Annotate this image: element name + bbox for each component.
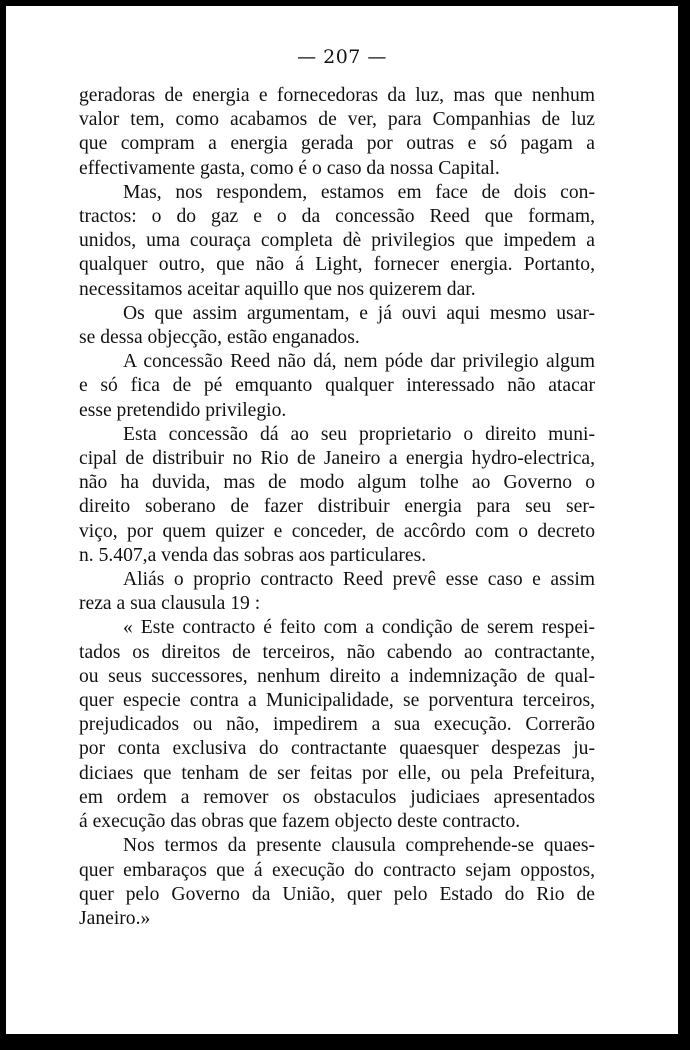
paragraph [79, 181, 595, 302]
text-line: qualquer outro, que não á Light, fornecer energia. Portanto, [79, 254, 595, 276]
text-line: diciaes que tenham de ser feitas por elle, ou pela Prefeitura, [79, 762, 595, 784]
text-line: necessitamos aceitar aquillo que nos quizerem dar. [79, 278, 476, 300]
text-line: quer embaraços que á execução do contracto sejam oppostos, [79, 859, 595, 881]
text-line: Os que assim argumentam, e já ouvi aqui mesmo usar- [123, 302, 595, 324]
text-line: A concessão Reed não dá, nem póde dar privilegio algum [123, 351, 595, 373]
paragraph [79, 302, 595, 350]
body-text [79, 84, 595, 931]
text-line: que compram a energia gerada por outras e só pagam a [79, 133, 595, 155]
paragraph [79, 834, 595, 931]
book-page [6, 6, 678, 1034]
text-line: valor tem, como acabamos de ver, para Companhias de luz [79, 109, 595, 131]
text-line: reza a sua clausula 19 : [79, 593, 261, 615]
page-number: — 207 — [297, 46, 387, 68]
text-line: e só fica de pé emquanto qualquer interessado não atacar [79, 375, 595, 397]
text-line: Mas, nos respondem, estamos em face de dois con- [123, 181, 595, 203]
text-line: á execução das obras que fazem objecto deste contracto. [79, 811, 521, 833]
text-line: prejudicados ou não, impedirem a sua execução. Correrão [79, 714, 595, 736]
text-line: direito soberano de fazer distribuir energia para seu ser- [79, 496, 595, 518]
text-line: se dessa objecção, estão enganados. [79, 327, 360, 349]
text-line: effectivamente gasta, como é o caso da nossa Capital. [79, 157, 500, 179]
paragraph [79, 568, 595, 616]
text-line: ou seus successores, nenhum direito a indemnização de qual- [79, 665, 595, 687]
text-line: geradoras de energia e fornecedoras da luz, mas que nenhum [79, 85, 595, 106]
text-line: unidos, uma couraça completa dè privilegios que impedem a [79, 230, 595, 252]
text-line: tractos: o do gaz e o da concessão Reed que formam, [79, 206, 595, 228]
text-line: quer especie contra a Municipalidade, se porventura terceiros, [79, 690, 595, 712]
text-line: Nos termos da presente clausula comprehende-se quaes- [123, 835, 595, 857]
text-line: Aliás o proprio contracto Reed prevê esse caso e assim [123, 569, 595, 591]
paragraph [79, 350, 595, 423]
text-line: viço, por quem quizer e conceder, de accôrdo com o decreto [79, 520, 595, 542]
paragraph [79, 84, 595, 181]
text-line: Janeiro.» [79, 907, 151, 929]
quoted-clause [79, 616, 595, 834]
text-line: por conta exclusiva do contractante quaesquer despezas ju- [79, 738, 595, 760]
text-line: cipal de distribuir no Rio de Janeiro a energia hydro-electrica, [79, 448, 595, 470]
text-line: tados os direitos de terceiros, não cabendo ao contractante, [79, 641, 595, 663]
paragraph [79, 423, 595, 568]
text-line: em ordem a remover os obstaculos judiciaes apresentados [79, 786, 595, 808]
text-line: não ha duvida, mas de modo algum tolhe ao Governo o [79, 472, 595, 494]
text-line: Esta concessão dá ao seu proprietario o direito muni- [123, 423, 595, 445]
text-line: « Este contracto é feito com a condição de serem respei- [123, 617, 595, 639]
text-line: n. 5.407,a venda das sobras aos particulares. [79, 544, 427, 566]
text-line: quer pelo Governo da União, quer pelo Estado do Rio de [79, 883, 595, 905]
text-line: esse pretendido privilegio. [79, 399, 287, 421]
